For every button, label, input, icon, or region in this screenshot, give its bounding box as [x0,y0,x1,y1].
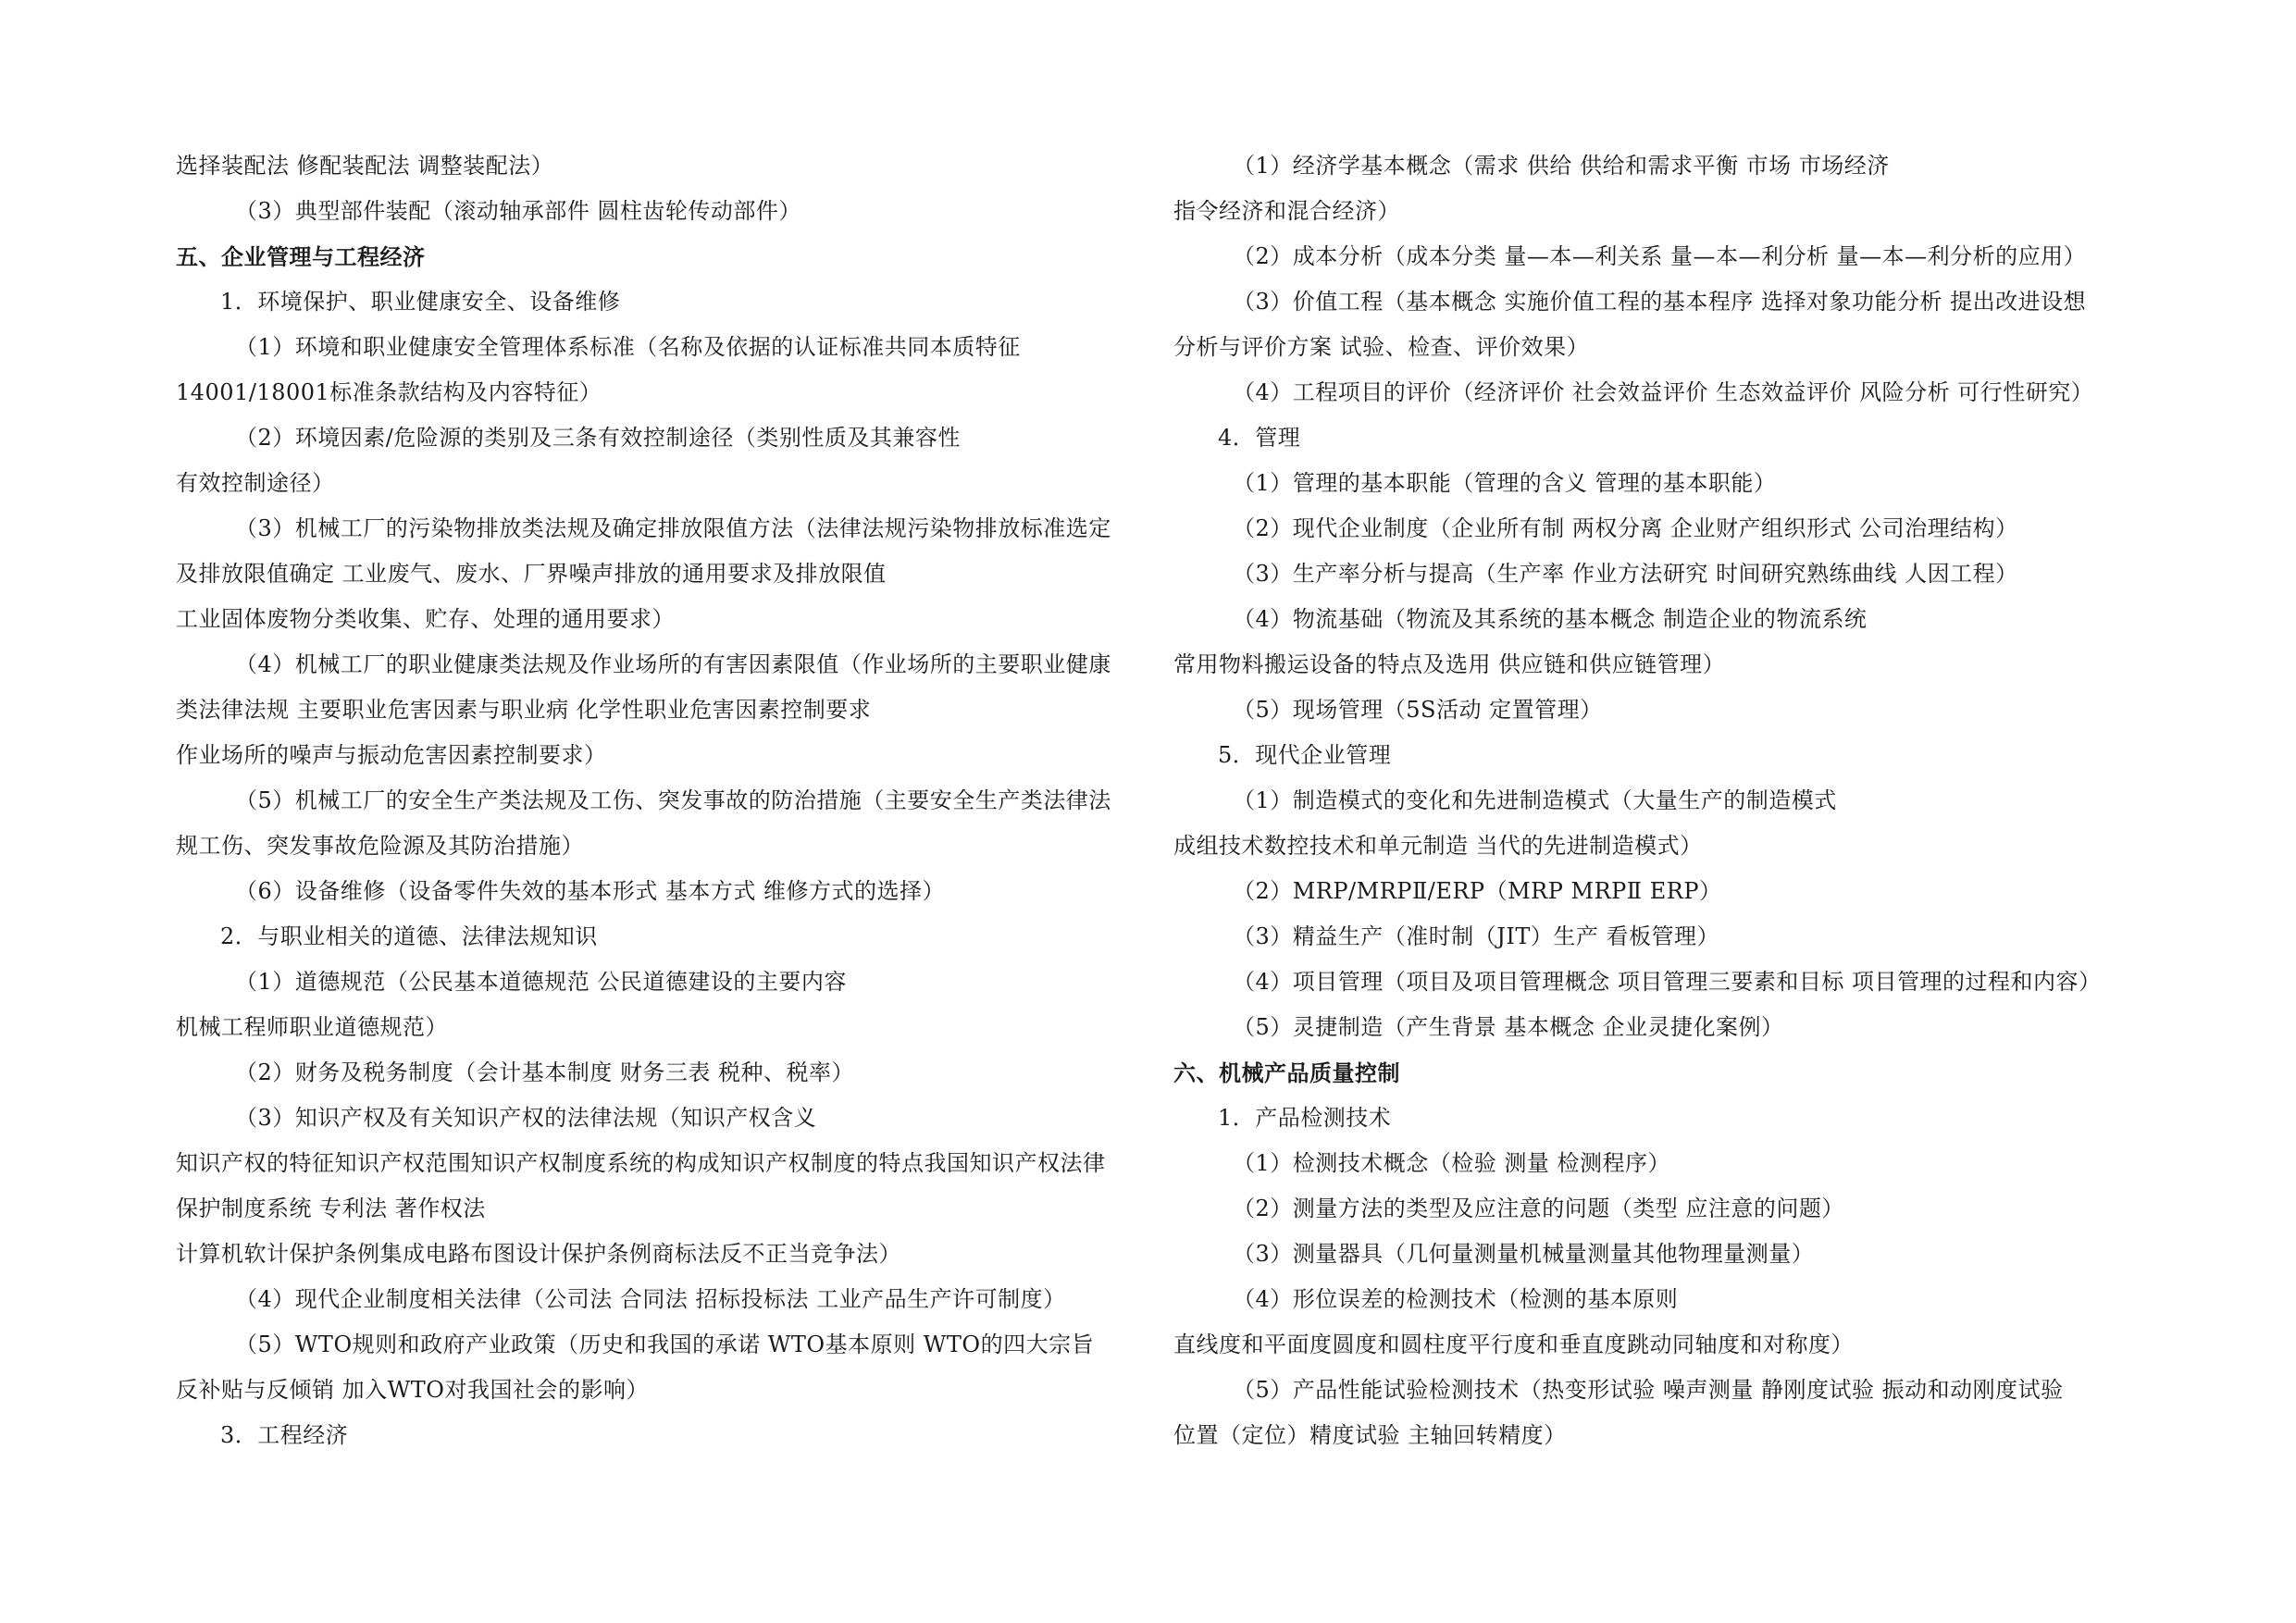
text-line: （3）机械工厂的污染物排放类法规及确定排放限值方法（法律法规污染物排放标准选定 [235,515,1111,541]
text-line: （5）现场管理（5S活动 定置管理） [1233,697,1603,723]
text-line: （2）成本分析（成本分类 量—本—利关系 量—本—利分析 量—本—利分析的应用） [1233,243,2087,269]
text-line: （5）机械工厂的安全生产类法规及工伤、突发事故的防治措施（主要安全生产类法律法 [235,787,1111,813]
text-line: （6）设备维修（设备零件失效的基本形式 基本方式 维修方式的选择） [235,878,946,904]
text-line: （1）检测技术概念（检验 测量 检测程序） [1233,1150,1671,1176]
text-line: （3）价值工程（基本概念 实施价值工程的基本程序 选择对象功能分析 提出改进设想 [1233,289,2087,315]
text-line: 分析与评价方案 试验、检查、评价效果） [1173,334,1590,360]
text-line: （2）MRP/MRPⅡ/ERP（MRP MRPⅡ ERP） [1233,878,1722,904]
text-line: （4）现代企业制度相关法律（公司法 合同法 招标投标法 工业产品生产许可制度） [235,1286,1066,1312]
text-line: （1）制造模式的变化和先进制造模式（大量生产的制造模式 [1233,787,1837,813]
text-line: 类法律法规 主要职业危害因素与职业病 化学性职业危害因素控制要求 [176,697,872,723]
text-line: （1）道德规范（公民基本道德规范 公民道德建设的主要内容 [235,969,847,995]
text-line: （3）精益生产（准时制（JIT）生产 看板管理） [1233,923,1720,949]
text-line: （2）财务及税务制度（会计基本制度 财务三表 税种、税率） [235,1059,855,1085]
text-line: 位置（定位）精度试验 主轴回转精度） [1173,1422,1567,1448]
right-column [1173,143,2201,1458]
text-line: 机械工程师职业道德规范） [176,1014,448,1040]
text-line: 14001/18001标准条款结构及内容特征） [176,379,602,405]
text-line: 知识产权的特征知识产权范围知识产权制度系统的构成知识产权制度的特点我国知识产权法律 [176,1150,1106,1176]
text-line: （3）测量器具（几何量测量机械量测量其他物理量测量） [1233,1241,1815,1267]
section-heading: 五、企业管理与工程经济 [176,243,426,270]
left-column [176,143,1203,1458]
text-line: 规工伤、突发事故危险源及其防治措施） [176,833,584,859]
text-line: 及排放限值确定 工业废气、废水、厂界噪声排放的通用要求及排放限值 [176,561,887,587]
text-line: 4．管理 [1218,425,1301,451]
text-line: 保护制度系统 专利法 著作权法 [176,1196,486,1221]
text-line: （5）WTO规则和政府产业政策（历史和我国的承诺 WTO基本原则 WTO的四大宗旨 [235,1332,1095,1357]
text-line: （2）测量方法的类型及应注意的问题（类型 应注意的问题） [1233,1196,1844,1221]
text-line: 作业场所的噪声与振动危害因素控制要求） [176,742,607,768]
text-line: （3）典型部件装配（滚动轴承部件 圆柱齿轮传动部件） [235,198,801,224]
text-line: （4）项目管理（项目及项目管理概念 项目管理三要素和目标 项目管理的过程和内容） [1233,969,2102,995]
text-line: 1．环境保护、职业健康安全、设备维修 [220,289,621,315]
text-line: （5）产品性能试验检测技术（热变形试验 噪声测量 静刚度试验 振动和动刚度试验 [1233,1377,2064,1403]
text-line: 指令经济和混合经济） [1173,198,1400,224]
text-line: （3）知识产权及有关知识产权的法律法规（知识产权含义 [235,1105,817,1131]
text-line: （5）灵捷制造（产生背景 基本概念 企业灵捷化案例） [1233,1014,1784,1040]
text-line: （4）机械工厂的职业健康类法规及作业场所的有害因素限值（作业场所的主要职业健康 [235,651,1111,677]
text-line: （1）经济学基本概念（需求 供给 供给和需求平衡 市场 市场经济 [1233,153,1890,179]
text-line: （4）工程项目的评价（经济评价 社会效益评价 生态效益评价 风险分析 可行性研究） [1233,379,2094,405]
text-line: 常用物料搬运设备的特点及选用 供应链和供应链管理） [1173,651,1726,677]
text-line: 工业固体废物分类收集、贮存、处理的通用要求） [176,606,675,632]
text-line: 有效控制途径） [176,470,335,496]
text-line: （4）形位误差的检测技术（检测的基本原则 [1233,1286,1679,1312]
text-line: （1）环境和职业健康安全管理体系标准（名称及依据的认证标准共同本质特征 [235,334,1021,360]
text-line: 计算机软计保护条例集成电路布图设计保护条例商标法反不正当竞争法） [176,1241,901,1267]
text-line: 5．现代企业管理 [1218,742,1392,768]
text-line: （3）生产率分析与提高（生产率 作业方法研究 时间研究熟练曲线 人因工程） [1233,561,2018,587]
text-line: 1．产品检测技术 [1218,1105,1392,1131]
text-line: 3．工程经济 [220,1422,349,1448]
text-line: 成组技术数控技术和单元制造 当代的先进制造模式） [1173,833,1703,859]
text-line: 直线度和平面度圆度和圆柱度平行度和垂直度跳动同轴度和对称度） [1173,1332,1854,1357]
text-line: 2．与职业相关的道德、法律法规知识 [220,923,598,949]
text-line: （1）管理的基本职能（管理的含义 管理的基本职能） [1233,470,1777,496]
text-line: （2）现代企业制度（企业所有制 两权分离 企业财产组织形式 公司治理结构） [1233,515,2018,541]
section-heading: 六、机械产品质量控制 [1173,1059,1400,1086]
text-line: （4）物流基础（物流及其系统的基本概念 制造企业的物流系统 [1233,606,1868,632]
text-line: 反补贴与反倾销 加入WTO对我国社会的影响） [176,1377,649,1403]
text-line: （2）环境因素/危险源的类别及三条有效控制途径（类别性质及其兼容性 [235,425,961,451]
text-line: 选择装配法 修配装配法 调整装配法） [176,153,554,179]
